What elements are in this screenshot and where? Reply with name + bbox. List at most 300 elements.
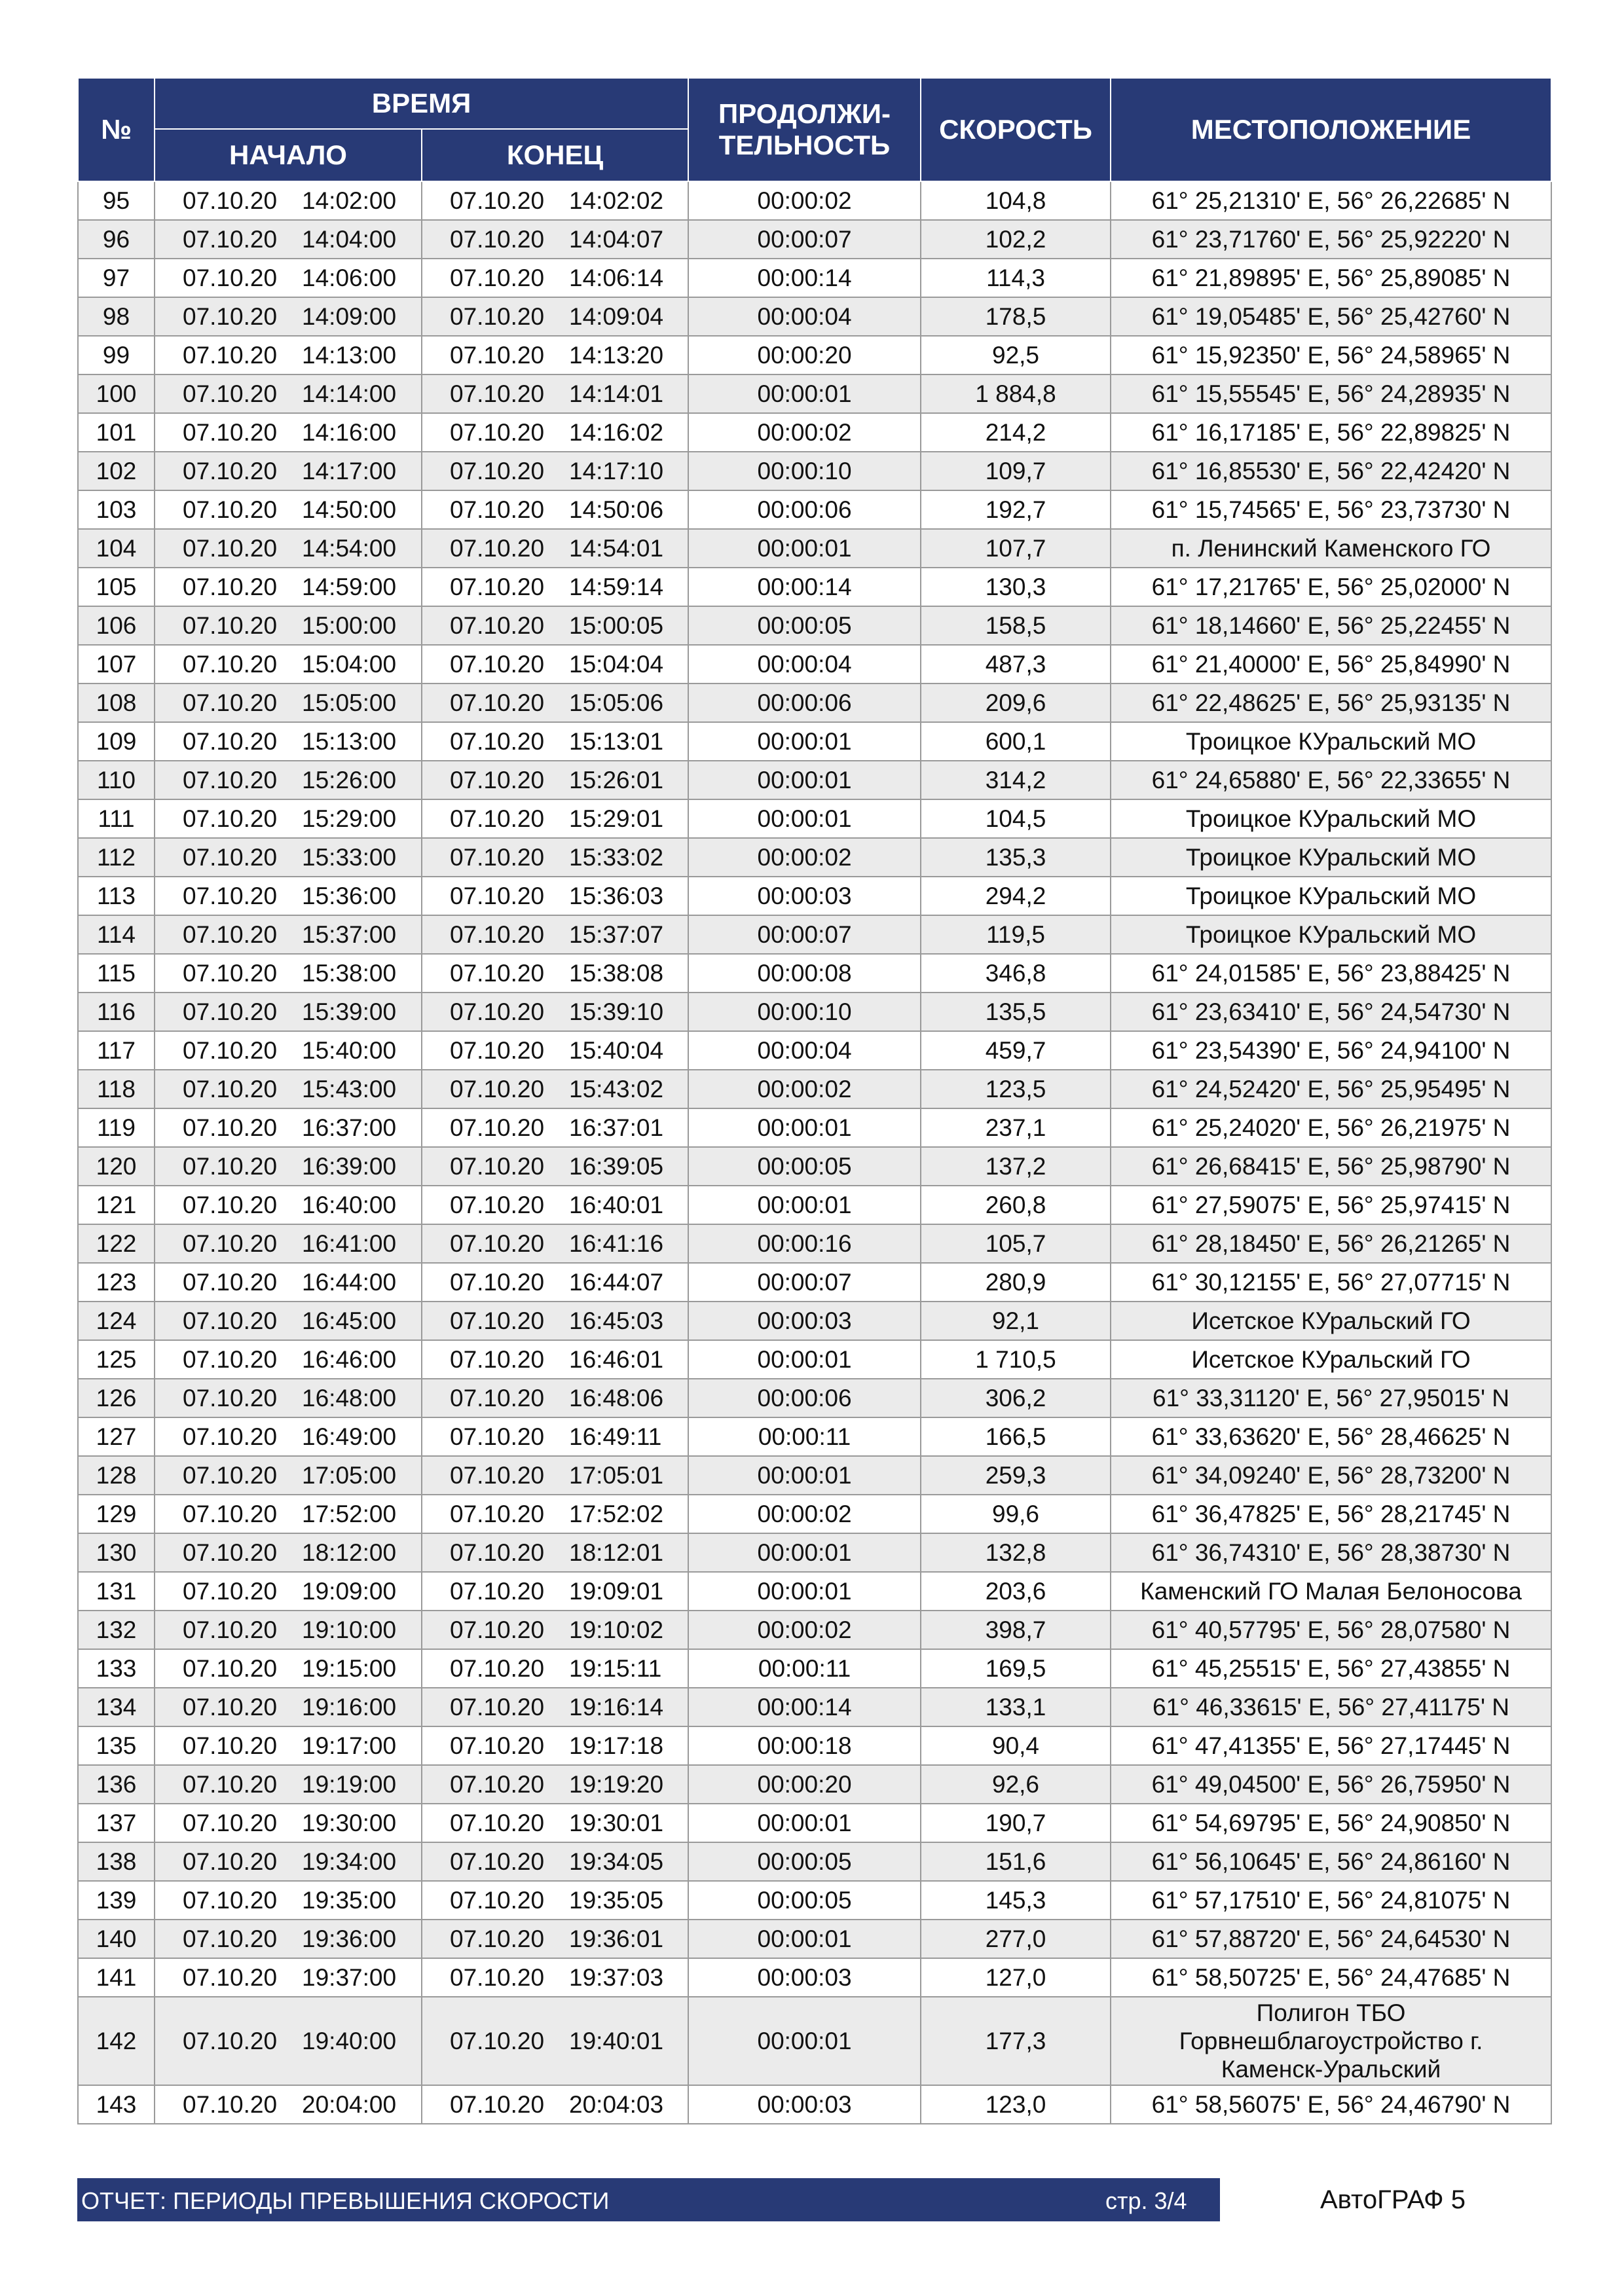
location-line: 61° 23,63410' E, 56° 24,54730' N [1151, 998, 1511, 1025]
start-time: 16:40:00 [302, 1192, 397, 1218]
row-number: 111 [78, 799, 155, 838]
duration-cell: 00:00:11 [688, 1417, 921, 1456]
start-datetime [155, 1804, 422, 1842]
start-time: 16:39:00 [302, 1153, 397, 1180]
speed-cell: 145,3 [921, 1881, 1111, 1920]
location-cell [1111, 1611, 1551, 1649]
start-date: 07.10.20 [183, 1385, 278, 1412]
location-line: Исетское КУральский ГО [1191, 1346, 1471, 1373]
end-date: 07.10.20 [450, 2091, 545, 2118]
start-datetime [155, 915, 422, 954]
end-date: 07.10.20 [450, 1810, 545, 1836]
end-datetime [422, 490, 688, 529]
location-line: 61° 23,71760' E, 56° 25,92220' N [1151, 226, 1511, 253]
duration-cell: 00:00:03 [688, 1958, 921, 1997]
start-date: 07.10.20 [183, 1655, 278, 1682]
row-number: 129 [78, 1495, 155, 1533]
end-date: 07.10.20 [450, 1230, 545, 1257]
location-line: 61° 33,63620' E, 56° 28,46625' N [1151, 1423, 1511, 1450]
end-datetime [422, 1533, 688, 1572]
start-datetime [155, 645, 422, 683]
end-datetime [422, 915, 688, 954]
speed-cell: 237,1 [921, 1108, 1111, 1147]
start-date: 07.10.20 [183, 728, 278, 755]
location-line: Троицкое КУральский МО [1185, 883, 1477, 909]
end-date: 07.10.20 [450, 921, 545, 948]
start-datetime [155, 761, 422, 799]
start-time: 17:52:00 [302, 1501, 397, 1527]
start-datetime [155, 490, 422, 529]
speed-cell: 123,0 [921, 2085, 1111, 2124]
location-cell [1111, 374, 1551, 413]
location-line: 61° 22,48625' E, 56° 25,93135' N [1151, 689, 1511, 716]
start-datetime [155, 838, 422, 877]
start-time: 15:04:00 [302, 651, 397, 678]
start-datetime [155, 1224, 422, 1263]
table-row [78, 645, 1551, 683]
start-time: 14:17:00 [302, 458, 397, 484]
duration-cell: 00:00:01 [688, 529, 921, 568]
end-date: 07.10.20 [450, 1153, 545, 1180]
end-datetime [422, 799, 688, 838]
location-cell [1111, 1340, 1551, 1379]
end-time: 14:04:07 [569, 226, 664, 253]
end-datetime [422, 1108, 688, 1147]
duration-cell: 00:00:14 [688, 1688, 921, 1726]
end-datetime [422, 1726, 688, 1765]
end-date: 07.10.20 [450, 1501, 545, 1527]
speed-cell: 209,6 [921, 683, 1111, 722]
location-cell [1111, 993, 1551, 1031]
location-cell [1111, 1070, 1551, 1108]
start-time: 14:06:00 [302, 264, 397, 291]
start-datetime [155, 568, 422, 606]
speed-cell: 166,5 [921, 1417, 1111, 1456]
duration-cell: 00:00:01 [688, 1186, 921, 1224]
start-date: 07.10.20 [183, 651, 278, 678]
row-number: 102 [78, 452, 155, 490]
start-date: 07.10.20 [183, 1037, 278, 1064]
end-datetime [422, 1842, 688, 1881]
table-body [78, 181, 1551, 2124]
row-number: 120 [78, 1147, 155, 1186]
duration-cell: 00:00:18 [688, 1726, 921, 1765]
start-date: 07.10.20 [183, 1771, 278, 1798]
speed-cell: 487,3 [921, 645, 1111, 683]
row-number: 124 [78, 1302, 155, 1340]
end-date: 07.10.20 [450, 380, 545, 407]
end-date: 07.10.20 [450, 535, 545, 562]
location-line: 61° 58,50725' E, 56° 24,47685' N [1151, 1964, 1511, 1991]
end-datetime [422, 1881, 688, 1920]
start-time: 19:17:00 [302, 1732, 397, 1759]
location-cell [1111, 799, 1551, 838]
table-row [78, 1920, 1551, 1958]
speed-cell: 280,9 [921, 1263, 1111, 1302]
row-number: 133 [78, 1649, 155, 1688]
row-number: 125 [78, 1340, 155, 1379]
end-date: 07.10.20 [450, 689, 545, 716]
table-row [78, 259, 1551, 297]
end-datetime [422, 993, 688, 1031]
speed-cell: 109,7 [921, 452, 1111, 490]
end-time: 15:26:01 [569, 767, 664, 793]
end-datetime [422, 1765, 688, 1804]
header-location: МЕСТОПОЛОЖЕНИЕ [1111, 78, 1551, 181]
end-time: 15:38:08 [569, 960, 664, 987]
table-row [78, 374, 1551, 413]
start-datetime [155, 452, 422, 490]
speed-cell: 133,1 [921, 1688, 1111, 1726]
end-date: 07.10.20 [450, 612, 545, 639]
location-line: 61° 56,10645' E, 56° 24,86160' N [1151, 1848, 1511, 1875]
end-datetime [422, 1495, 688, 1533]
start-time: 14:13:00 [302, 342, 397, 369]
end-time: 15:00:05 [569, 612, 664, 639]
header-speed: СКОРОСТЬ [921, 78, 1111, 181]
end-time: 15:04:04 [569, 651, 664, 678]
location-cell [1111, 1379, 1551, 1417]
start-time: 16:37:00 [302, 1114, 397, 1141]
table-row [78, 1881, 1551, 1920]
start-date: 07.10.20 [183, 1114, 278, 1141]
duration-cell: 00:00:02 [688, 1611, 921, 1649]
end-time: 19:34:05 [569, 1848, 664, 1875]
row-number: 117 [78, 1031, 155, 1070]
start-datetime [155, 1456, 422, 1495]
row-number: 141 [78, 1958, 155, 1997]
end-date: 07.10.20 [450, 651, 545, 678]
end-date: 07.10.20 [450, 1307, 545, 1334]
start-date: 07.10.20 [183, 1269, 278, 1296]
speed-cell: 92,6 [921, 1765, 1111, 1804]
start-time: 15:05:00 [302, 689, 397, 716]
duration-cell: 00:00:03 [688, 1302, 921, 1340]
speed-cell: 192,7 [921, 490, 1111, 529]
table-row [78, 1108, 1551, 1147]
speed-cell: 114,3 [921, 259, 1111, 297]
start-time: 19:19:00 [302, 1771, 397, 1798]
row-number: 127 [78, 1417, 155, 1456]
end-datetime [422, 374, 688, 413]
location-line: 61° 21,40000' E, 56° 25,84990' N [1151, 651, 1511, 678]
start-time: 15:13:00 [302, 728, 397, 755]
start-datetime [155, 1572, 422, 1611]
end-date: 07.10.20 [450, 1423, 545, 1450]
speed-cell: 99,6 [921, 1495, 1111, 1533]
row-number: 128 [78, 1456, 155, 1495]
row-number: 118 [78, 1070, 155, 1108]
start-date: 07.10.20 [183, 342, 278, 369]
duration-cell: 00:00:10 [688, 993, 921, 1031]
end-date: 07.10.20 [450, 264, 545, 291]
table-row [78, 1726, 1551, 1765]
start-time: 17:05:00 [302, 1462, 397, 1489]
table-row [78, 683, 1551, 722]
end-datetime [422, 1649, 688, 1688]
start-time: 15:33:00 [302, 844, 397, 871]
start-datetime [155, 1108, 422, 1147]
start-datetime [155, 1611, 422, 1649]
start-datetime [155, 877, 422, 915]
start-date: 07.10.20 [183, 1616, 278, 1643]
start-date: 07.10.20 [183, 1732, 278, 1759]
end-date: 07.10.20 [450, 960, 545, 987]
table-row [78, 799, 1551, 838]
start-datetime [155, 374, 422, 413]
end-time: 15:37:07 [569, 921, 664, 948]
duration-cell: 00:00:08 [688, 954, 921, 993]
header-duration-line2: ТЕЛЬНОСТЬ [718, 130, 891, 160]
speed-cell: 294,2 [921, 877, 1111, 915]
row-number: 98 [78, 297, 155, 336]
end-time: 14:06:14 [569, 264, 664, 291]
end-datetime [422, 220, 688, 259]
end-date: 07.10.20 [450, 458, 545, 484]
row-number: 142 [78, 1997, 155, 2085]
start-date: 07.10.20 [183, 767, 278, 793]
end-time: 19:17:18 [569, 1732, 664, 1759]
start-date: 07.10.20 [183, 1192, 278, 1218]
end-date: 07.10.20 [450, 1694, 545, 1721]
location-line: 61° 54,69795' E, 56° 24,90850' N [1151, 1810, 1511, 1836]
location-line: Каменский ГО Малая Белоносова [1140, 1578, 1522, 1605]
duration-cell: 00:00:03 [688, 877, 921, 915]
end-date: 07.10.20 [450, 728, 545, 755]
end-datetime [422, 1147, 688, 1186]
row-number: 119 [78, 1108, 155, 1147]
location-cell [1111, 1649, 1551, 1688]
end-time: 19:30:01 [569, 1810, 664, 1836]
end-date: 07.10.20 [450, 1848, 545, 1875]
speed-cell: 459,7 [921, 1031, 1111, 1070]
row-number: 138 [78, 1842, 155, 1881]
location-line: 61° 18,14660' E, 56° 25,22455' N [1151, 612, 1511, 639]
location-cell [1111, 1688, 1551, 1726]
duration-cell: 00:00:01 [688, 1340, 921, 1379]
location-line: 61° 24,01585' E, 56° 23,88425' N [1151, 960, 1511, 987]
end-datetime [422, 1417, 688, 1456]
row-number: 97 [78, 259, 155, 297]
start-time: 19:36:00 [302, 1925, 397, 1952]
table-row [78, 877, 1551, 915]
location-line: 61° 58,56075' E, 56° 24,46790' N [1151, 2091, 1511, 2118]
location-line: 61° 33,31120' E, 56° 27,95015' N [1153, 1385, 1510, 1412]
end-datetime [422, 1688, 688, 1726]
end-date: 07.10.20 [450, 1732, 545, 1759]
end-date: 07.10.20 [450, 1887, 545, 1914]
end-datetime [422, 683, 688, 722]
start-time: 14:09:00 [302, 303, 397, 330]
table-row [78, 297, 1551, 336]
row-number: 99 [78, 336, 155, 374]
footer-bar [77, 2178, 1220, 2221]
start-datetime [155, 181, 422, 220]
end-time: 16:44:07 [569, 1269, 664, 1296]
speed-cell: 127,0 [921, 1958, 1111, 1997]
table-row [78, 838, 1551, 877]
table-header [78, 78, 1551, 181]
duration-cell: 00:00:05 [688, 606, 921, 645]
location-cell [1111, 954, 1551, 993]
end-datetime [422, 413, 688, 452]
start-time: 16:48:00 [302, 1385, 397, 1412]
location-cell [1111, 1881, 1551, 1920]
speed-cell: 132,8 [921, 1533, 1111, 1572]
start-datetime [155, 220, 422, 259]
speed-cell: 119,5 [921, 915, 1111, 954]
location-line: 61° 36,47825' E, 56° 28,21745' N [1151, 1501, 1511, 1527]
row-number: 137 [78, 1804, 155, 1842]
location-cell [1111, 1456, 1551, 1495]
end-datetime [422, 1379, 688, 1417]
table-row [78, 2085, 1551, 2124]
speed-cell: 259,3 [921, 1456, 1111, 1495]
end-time: 16:46:01 [569, 1346, 664, 1373]
end-datetime [422, 722, 688, 761]
table-row [78, 606, 1551, 645]
table-row [78, 452, 1551, 490]
table-row [78, 1340, 1551, 1379]
location-line: Полигон ТБО [1256, 1999, 1406, 2026]
duration-cell: 00:00:02 [688, 181, 921, 220]
end-time: 15:29:01 [569, 805, 664, 832]
location-line: 61° 26,68415' E, 56° 25,98790' N [1151, 1153, 1511, 1180]
duration-cell: 00:00:04 [688, 1031, 921, 1070]
row-number: 134 [78, 1688, 155, 1726]
start-date: 07.10.20 [183, 1964, 278, 1991]
start-time: 19:09:00 [302, 1578, 397, 1605]
start-time: 14:50:00 [302, 496, 397, 523]
start-date: 07.10.20 [183, 303, 278, 330]
start-datetime [155, 1688, 422, 1726]
speed-cell: 92,1 [921, 1302, 1111, 1340]
duration-cell: 00:00:07 [688, 915, 921, 954]
table-row [78, 1533, 1551, 1572]
start-time: 14:02:00 [302, 187, 397, 214]
end-datetime [422, 1456, 688, 1495]
end-date: 07.10.20 [450, 342, 545, 369]
start-date: 07.10.20 [183, 458, 278, 484]
end-datetime [422, 1804, 688, 1842]
table-row [78, 1958, 1551, 1997]
start-datetime [155, 1533, 422, 1572]
report-title: ОТЧЕТ: ПЕРИОДЫ ПРЕВЫШЕНИЯ СКОРОСТИ [81, 2187, 610, 2214]
end-datetime [422, 1263, 688, 1302]
duration-cell: 00:00:05 [688, 1147, 921, 1186]
row-number: 121 [78, 1186, 155, 1224]
location-line: Троицкое КУральский МО [1185, 728, 1477, 755]
row-number: 114 [78, 915, 155, 954]
table-row [78, 1379, 1551, 1417]
table-row [78, 336, 1551, 374]
location-cell [1111, 606, 1551, 645]
start-time: 15:39:00 [302, 998, 397, 1025]
row-number: 122 [78, 1224, 155, 1263]
end-date: 07.10.20 [450, 1964, 545, 1991]
end-datetime [422, 1186, 688, 1224]
row-number: 143 [78, 2085, 155, 2124]
start-time: 14:54:00 [302, 535, 397, 562]
speed-cell: 260,8 [921, 1186, 1111, 1224]
speed-cell: 104,5 [921, 799, 1111, 838]
start-time: 19:40:00 [302, 2028, 397, 2054]
start-date: 07.10.20 [183, 1462, 278, 1489]
duration-cell: 00:00:06 [688, 490, 921, 529]
duration-cell: 00:00:02 [688, 413, 921, 452]
duration-cell: 00:00:02 [688, 1070, 921, 1108]
start-date: 07.10.20 [183, 1578, 278, 1605]
end-time: 16:45:03 [569, 1307, 664, 1334]
start-date: 07.10.20 [183, 535, 278, 562]
header-number: № [78, 78, 155, 181]
table-row [78, 1417, 1551, 1456]
speed-cell: 398,7 [921, 1611, 1111, 1649]
row-number: 95 [78, 181, 155, 220]
location-line: 61° 57,17510' E, 56° 24,81075' N [1151, 1887, 1511, 1914]
start-date: 07.10.20 [183, 1694, 278, 1721]
end-time: 19:10:02 [569, 1616, 664, 1643]
table-row [78, 1456, 1551, 1495]
location-cell [1111, 761, 1551, 799]
start-time: 19:30:00 [302, 1810, 397, 1836]
table-row [78, 1186, 1551, 1224]
location-line: 61° 27,59075' E, 56° 25,97415' N [1151, 1192, 1511, 1218]
start-datetime [155, 1842, 422, 1881]
table-row [78, 529, 1551, 568]
end-time: 19:16:14 [569, 1694, 664, 1721]
end-time: 15:36:03 [569, 883, 664, 909]
location-line: 61° 49,04500' E, 56° 26,75950' N [1151, 1771, 1511, 1798]
location-cell [1111, 452, 1551, 490]
end-date: 07.10.20 [450, 1771, 545, 1798]
duration-cell: 00:00:04 [688, 297, 921, 336]
location-cell [1111, 1804, 1551, 1842]
start-datetime [155, 954, 422, 993]
row-number: 104 [78, 529, 155, 568]
end-date: 07.10.20 [450, 1655, 545, 1682]
speed-cell: 92,5 [921, 336, 1111, 374]
end-time: 14:02:02 [569, 187, 664, 214]
start-date: 07.10.20 [183, 1501, 278, 1527]
end-time: 19:15:11 [569, 1655, 662, 1682]
end-time: 19:36:01 [569, 1925, 664, 1952]
row-number: 105 [78, 568, 155, 606]
start-datetime [155, 297, 422, 336]
end-date: 07.10.20 [450, 883, 545, 909]
start-date: 07.10.20 [183, 612, 278, 639]
duration-cell: 00:00:14 [688, 568, 921, 606]
start-date: 07.10.20 [183, 998, 278, 1025]
start-date: 07.10.20 [183, 1346, 278, 1373]
duration-cell: 00:00:01 [688, 1572, 921, 1611]
start-time: 16:44:00 [302, 1269, 397, 1296]
end-datetime [422, 259, 688, 297]
table-row [78, 1070, 1551, 1108]
end-time: 16:41:16 [569, 1230, 664, 1257]
end-datetime [422, 1302, 688, 1340]
speed-cell: 203,6 [921, 1572, 1111, 1611]
end-time: 19:19:20 [569, 1771, 664, 1798]
duration-cell: 00:00:07 [688, 220, 921, 259]
duration-cell: 00:00:04 [688, 645, 921, 683]
start-date: 07.10.20 [183, 496, 278, 523]
start-date: 07.10.20 [183, 1887, 278, 1914]
end-time: 14:09:04 [569, 303, 664, 330]
end-time: 15:40:04 [569, 1037, 664, 1064]
end-datetime [422, 877, 688, 915]
end-time: 14:50:06 [569, 496, 664, 523]
